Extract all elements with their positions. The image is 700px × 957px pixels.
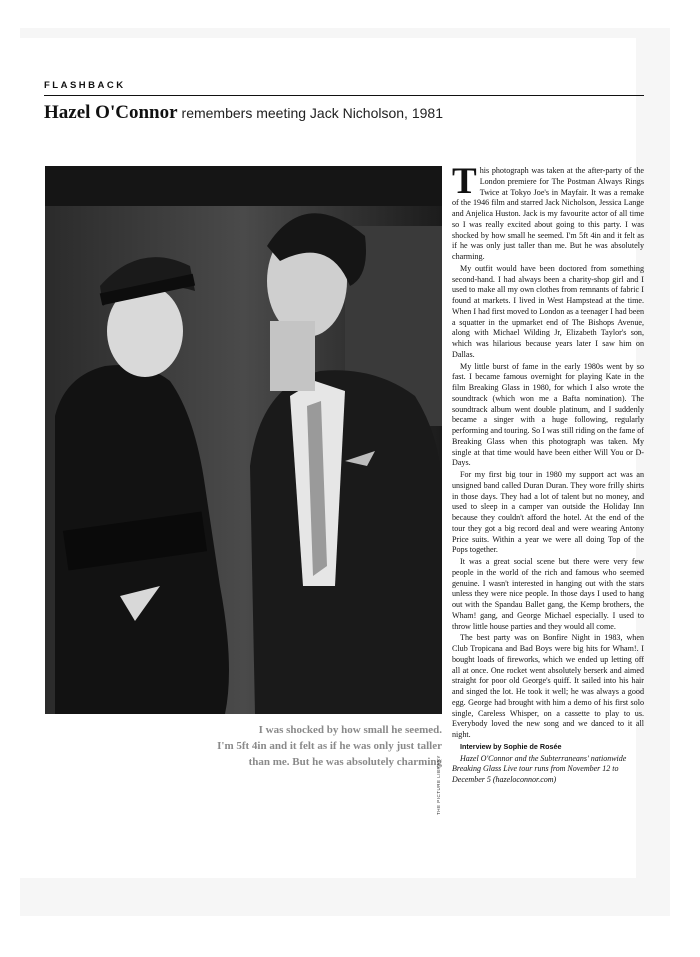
- paragraph-text: his photograph was taken at the after-party of the London premiere for The Postman Always Rings Twice at Tokyo Joe's in Mayfair. It was a remake of the 1946 film and starred Jack Nicholson, Jessica Lange and Anjelica Huston. Jack is my favourite actor of all time so I was really excited about going to this party. I was shocked by how small he seemed. I'm 5ft 4in and it felt as if he was only just taller than me. But he was absolutely charming.: [452, 166, 644, 261]
- article-paragraph: My little burst of fame in the early 1980s went by so fast. I became famous overnight for playing Kate in the film Breaking Glass in 1980, for which I also wrote the soundtrack (which won me a Bafta nomination). The soundtrack album went double platinum, and I suddenly became a singer with a huge following, regularly performing and touring. So I was still riding on the fame of Breaking Glass when this photograph was taken. My single at that time would have been either Will You or D-Days.: [452, 361, 644, 468]
- caption-line: I was shocked by how small he seemed.: [258, 724, 442, 736]
- headline-subtitle: remembers meeting Jack Nicholson, 1981: [181, 105, 443, 121]
- article-paragraph: My outfit would have been doctored from something second-hand. I had always been a charity-shop girl and I used to make all my own clothes from remnants of fabric I found at markets. I lived in West Hampstead at the time. When I had first moved to London as a teenager I had been a squatter in the upmarket end of The Bishops Avenue, along with Michael Wilding Jr, Elizabeth Taylor's son, which was hilarious because years later I saw him on Dallas.: [452, 263, 644, 359]
- byline: Interview by Sophie de Rosée: [460, 741, 562, 751]
- tour-info: Hazel O'Connor and the Subterraneans' nationwide Breaking Glass Live tour runs from November 12 to December 5 (hazeloconnor.com): [452, 753, 627, 784]
- photo-illustration: [45, 166, 442, 714]
- article-paragraph: [452, 161, 644, 263]
- photo-credit: THE PICTURE LIBRARY: [436, 755, 441, 815]
- header-rule: [44, 95, 644, 96]
- article-paragraph: For my first big tour in 1980 my support act was an unsigned band called Duran Duran. They wore frilly shirts in those days. They had a lot of talent but no money, and used to sleep in a camper van outside the Holiday Inn because they couldn't afford the hotel. At the end of the tour they got a big record deal and were wearing Antony Price suits. Within a year we were all doing Top of the Pops together.: [452, 470, 644, 555]
- photograph: [45, 166, 442, 714]
- article-paragraph: The best party was on Bonfire Night in 1983, when Club Tropicana and Bad Boys were big hits for Wham!. I bought loads of fireworks, which we ended up letting off all at once. One rocket went absolutely berserk and aimed straight for poor old George's quiff. It sailed into his hair and singed the lot. He took it well; he was always a good egg. George had brought with him a demo of his first solo single, Careless Whisper, on a cassette to play to us. Everybody loved the new song and we danced to it all night.: [452, 633, 644, 739]
- photo-caption: [110, 722, 442, 770]
- article-paragraph: It was a great social scene but there were very few people in the world of the rich and famous who seemed genuine. I wasn't interested in hanging out with the stars unless they were nice people. In those days I used to hang out with the Spandau Ballet gang, the Kemp brothers, the Wham! gang, and George Michael especially. I used to throw little house parties and they would all come.: [452, 557, 644, 631]
- article-body: [452, 161, 644, 786]
- caption-line: than me. But he was absolutely charming: [248, 756, 442, 768]
- dropcap: T: [452, 161, 477, 202]
- section-label: FLASHBACK: [44, 80, 126, 91]
- headline: [44, 102, 443, 124]
- caption-line: I'm 5ft 4in and it felt as if he was only just taller: [217, 740, 442, 752]
- headline-name: Hazel O'Connor: [44, 102, 178, 123]
